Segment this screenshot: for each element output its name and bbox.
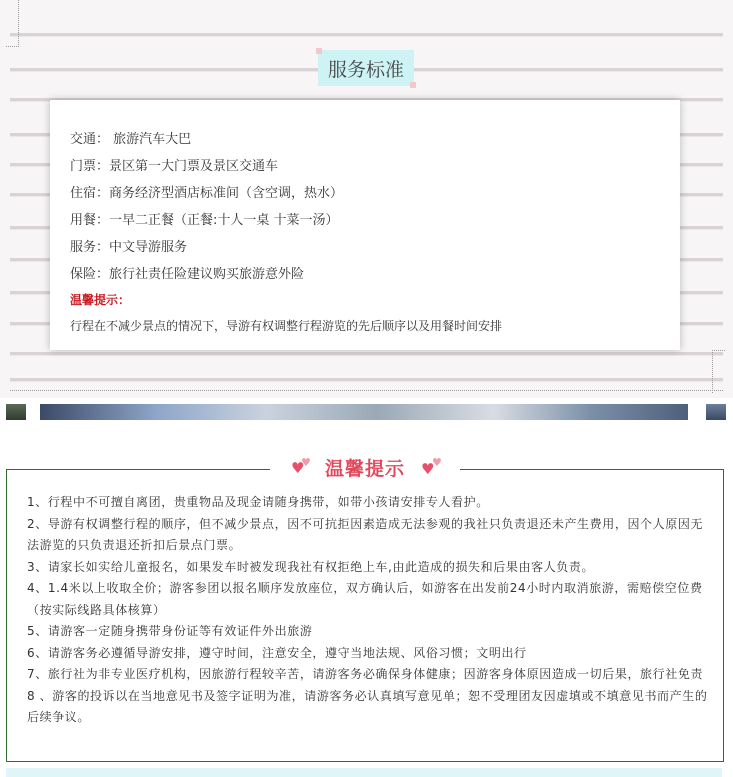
- heart-icon: ♥ ♥: [290, 456, 311, 477]
- warm-tip-item: 1、行程中不可擅自离团，贵重物品及现金请随身携带，如带小孩请安排专人看护。: [27, 495, 489, 509]
- warm-tip-item: 4、1.4米以上收取全价；游客参团以报名顺序发放座位，双方确认后，如游客在出发前24小时内取消旅游，需赔偿空位费（按实际线路具体核算）: [27, 581, 703, 617]
- warm-tips-title: 温馨提示: [324, 457, 405, 480]
- service-card: [50, 100, 680, 350]
- service-line-transport: 交通： 旅游汽车大巴: [70, 132, 192, 147]
- photo-thumbnail-left: [6, 404, 26, 420]
- wood-plank: [10, 378, 723, 382]
- dotted-line-bottom: [10, 390, 723, 391]
- service-line-ticket: 门票：景区第一大门票及景区交通车: [70, 159, 279, 174]
- warm-tip-item: 3、请家长如实给儿童报名，如果发车时被发现我社有权拒绝上车,由此造成的损失和后果由客人负责。: [27, 559, 595, 574]
- bottom-section-edge: [6, 768, 722, 777]
- service-line-guide: 服务：中文导游服务: [70, 240, 188, 255]
- warm-tip-item: 2、导游有权调整行程的顺序，但不减少景点，因不可抗拒因素造成无法参观的我社只负责退还未产生费用，因个人原因无法游览的只负责退还折扣后景点门票。: [27, 516, 704, 552]
- service-tip-text: 行程在不减少景点的情况下，导游有权调整行程游览的先后顺序以及用餐时间安排: [70, 319, 503, 333]
- warm-tip-item: 8 、游客的投诉以在当地意见书及签字证明为准，请游客务必认真填写意见单；恕不受理团友因虚填或不填意见书而产生的后续争议。: [27, 688, 708, 724]
- mountain-photo-strip: [0, 404, 733, 420]
- warm-tip-item: 7、旅行社为非专业医疗机构，因旅游行程较辛苦，请游客务必确保身体健康；因游客身体原因造成一切后果，旅行社免责: [27, 667, 704, 681]
- photo-thumbnail-right: [706, 404, 726, 420]
- service-line-insurance: 保险：旅行社责任险建议购买旅游意外险: [70, 267, 305, 282]
- service-line-meals: 用餐：一早二正餐（正餐:十人一桌 十菜一汤）: [70, 213, 339, 228]
- dotted-corner-top-left: [6, 0, 19, 47]
- warm-tip-item: 6、请游客务必遵循导游安排，遵守时间，注意安全，遵守当地法规、风俗习惯；文明出行: [27, 645, 527, 660]
- warm-tips-header: [270, 450, 460, 484]
- service-title: 服务标准: [318, 50, 414, 86]
- warm-tips-box: [6, 469, 724, 762]
- warm-tip-item: 5、请游客一定随身携带身份证等有效证件外出旅游: [27, 624, 313, 638]
- service-tip-label: 温馨提示：: [70, 293, 131, 307]
- service-line-hotel: 住宿：商务经济型酒店标准间（含空调，热水）: [70, 186, 344, 201]
- dotted-corner-bottom-right: [712, 350, 725, 393]
- wood-plank: [10, 33, 723, 37]
- wood-plank: [10, 352, 723, 356]
- mountain-photo: [40, 404, 688, 420]
- heart-icon: ♥ ♥: [421, 456, 442, 478]
